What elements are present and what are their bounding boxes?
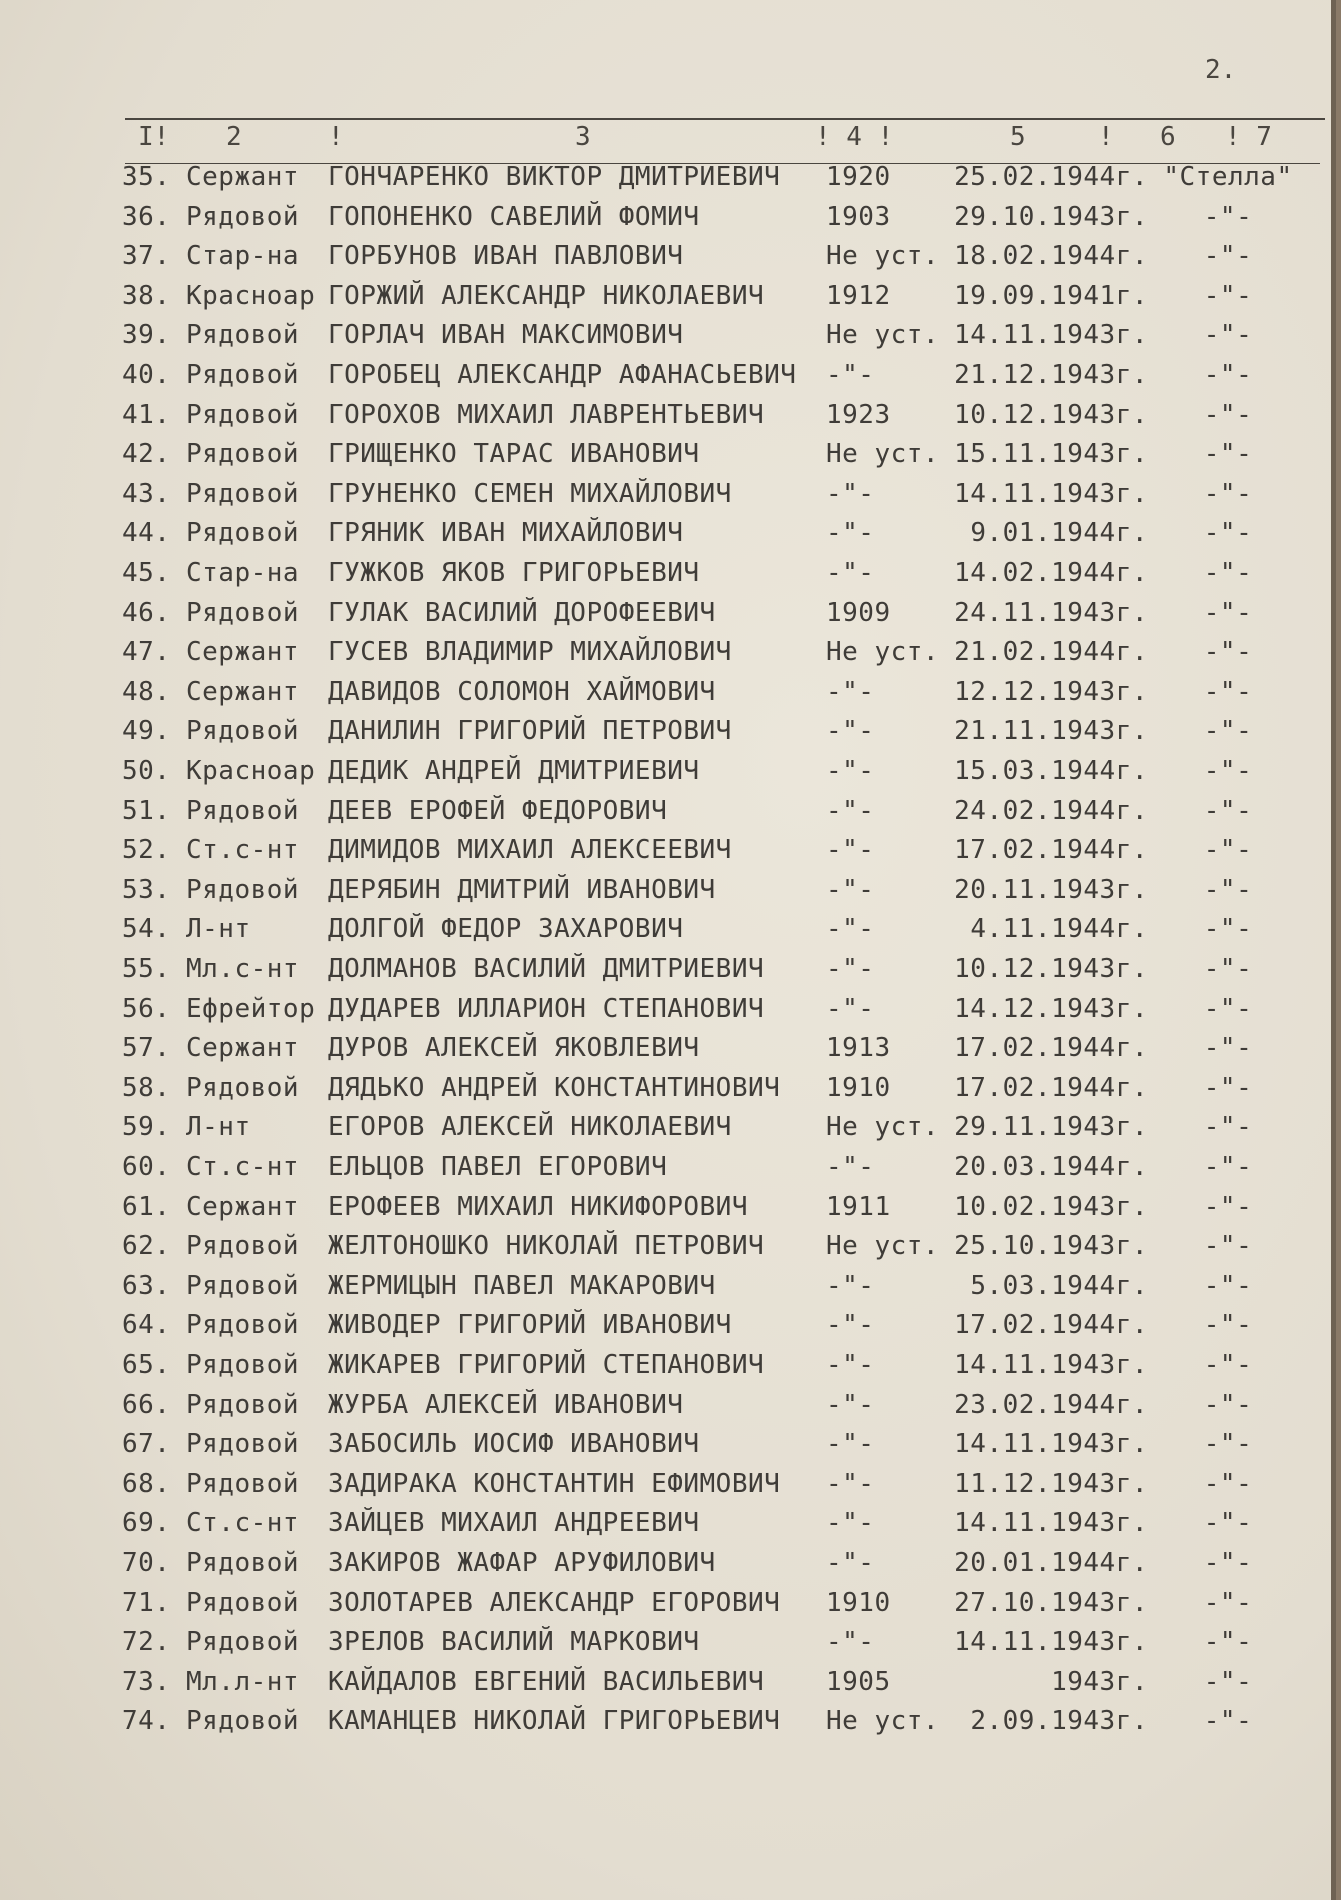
row-name: ЗАЙЦЕВ МИХАИЛ АНДРЕЕВИЧ <box>328 1508 700 1539</box>
row-name: ГУЖКОВ ЯКОВ ГРИГОРЬЕВИЧ <box>328 558 700 588</box>
row-date: 10.02.1943г. <box>954 1191 1148 1222</box>
row-date: 29.10.1943г. <box>954 201 1148 232</box>
row-name: ЖУРБА АЛЕКСЕЙ ИВАНОВИЧ <box>328 1389 684 1420</box>
table-row <box>0 633 1336 672</box>
row-name: ГОРОХОВ МИХАИЛ ЛАВРЕНТЬЕВИЧ <box>328 399 765 430</box>
row-birth-year: -"- <box>826 1152 875 1182</box>
row-rank: Рядовой <box>186 874 300 905</box>
column-header-1: I! <box>138 122 170 152</box>
column-header-4: ! 4 ! <box>815 122 894 152</box>
row-burial-place: -"- <box>1203 1627 1253 1658</box>
row-date: 10.12.1943г. <box>954 954 1148 984</box>
row-name: ЗОЛОТАРЕВ АЛЕКСАНДР ЕГОРОВИЧ <box>328 1587 781 1618</box>
table-row <box>0 1544 1336 1583</box>
row-date: 29.11.1943г. <box>954 1112 1148 1143</box>
row-name: ДУРОВ АЛЕКСЕЙ ЯКОВЛЕВИЧ <box>328 1033 700 1064</box>
table-row <box>0 435 1336 474</box>
row-number: 66. <box>122 1389 171 1420</box>
row-birth-year: -"- <box>826 360 875 390</box>
row-number: 48. <box>122 676 171 707</box>
row-number: 56. <box>122 993 171 1024</box>
column-header-7: ! 7 <box>1225 122 1272 152</box>
column-header-separator-2: ! <box>1098 122 1114 152</box>
row-name: ГРУНЕНКО СЕМЕН МИХАЙЛОВИЧ <box>328 478 732 509</box>
row-name: ГОПОНЕНКО САВЕЛИЙ ФОМИЧ <box>328 201 700 232</box>
row-burial-place: -"- <box>1203 756 1253 786</box>
row-birth-year: -"- <box>826 518 875 549</box>
row-rank: Рядовой <box>186 1072 300 1103</box>
row-burial-place: -"- <box>1203 1231 1253 1262</box>
table-row <box>0 1148 1336 1187</box>
row-name: ГУСЕВ ВЛАДИМИР МИХАЙЛОВИЧ <box>328 637 732 668</box>
row-birth-year: 1923 <box>826 399 891 430</box>
table-row <box>0 1069 1336 1108</box>
table-row <box>0 712 1336 751</box>
row-rank: Стар-на <box>186 558 300 588</box>
table-row <box>0 158 1336 197</box>
row-rank: Рядовой <box>186 1627 300 1658</box>
row-burial-place: -"- <box>1203 1706 1253 1737</box>
row-date: 20.11.1943г. <box>954 874 1148 905</box>
row-birth-year: Не уст. <box>826 1231 940 1262</box>
row-birth-year: -"- <box>826 716 875 747</box>
row-birth-year: -"- <box>826 478 875 509</box>
row-rank: Рядовой <box>186 1706 300 1737</box>
row-birth-year: 1909 <box>826 597 891 628</box>
row-burial-place: -"- <box>1203 360 1253 390</box>
row-name: ГОРБУНОВ ИВАН ПАВЛОВИЧ <box>328 241 684 272</box>
row-name: КАЙДАЛОВ ЕВГЕНИЙ ВАСИЛЬЕВИЧ <box>328 1666 765 1697</box>
row-burial-place: -"- <box>1203 320 1253 351</box>
row-date: 14.11.1943г. <box>954 1508 1148 1539</box>
row-burial-place: -"- <box>1203 1310 1253 1341</box>
row-birth-year: -"- <box>826 1429 875 1460</box>
row-number: 74. <box>122 1706 171 1737</box>
row-burial-place: -"- <box>1203 954 1253 984</box>
row-birth-year: -"- <box>826 558 875 588</box>
row-burial-place: -"- <box>1203 280 1253 311</box>
row-birth-year: -"- <box>826 795 875 826</box>
row-birth-year: -"- <box>826 1350 875 1380</box>
row-name: ДЯДЬКО АНДРЕЙ КОНСТАНТИНОВИЧ <box>328 1072 781 1103</box>
row-number: 67. <box>122 1429 171 1460</box>
row-name: ДУДАРЕВ ИЛЛАРИОН СТЕПАНОВИЧ <box>328 993 765 1024</box>
row-date: 17.02.1944г. <box>954 1033 1148 1064</box>
table-row <box>0 1306 1336 1345</box>
row-date: 17.02.1944г. <box>954 1072 1148 1103</box>
row-date: 14.12.1943г. <box>954 993 1148 1024</box>
row-name: ДОЛГОЙ ФЕДОР ЗАХАРОВИЧ <box>328 914 684 945</box>
table-row <box>0 1465 1336 1504</box>
row-name: ГОРОБЕЦ АЛЕКСАНДР АФАНАСЬЕВИЧ <box>328 360 797 390</box>
row-rank: Рядовой <box>186 1350 300 1380</box>
table-row <box>0 1425 1336 1464</box>
row-rank: Л-нт <box>186 914 251 945</box>
row-name: ЕГОРОВ АЛЕКСЕЙ НИКОЛАЕВИЧ <box>328 1112 732 1143</box>
row-burial-place: -"- <box>1203 1389 1253 1420</box>
row-number: 53. <box>122 874 171 905</box>
table-row <box>0 950 1336 989</box>
row-number: 70. <box>122 1548 171 1578</box>
row-name: ЖЕРМИЦЫН ПАВЕЛ МАКАРОВИЧ <box>328 1270 716 1301</box>
row-birth-year: 1920 <box>826 162 891 192</box>
row-birth-year: -"- <box>826 954 875 984</box>
row-birth-year: -"- <box>826 1627 875 1658</box>
row-number: 57. <box>122 1033 171 1064</box>
row-burial-place: -"- <box>1203 874 1253 905</box>
row-rank: Рядовой <box>186 201 300 232</box>
row-birth-year: -"- <box>826 756 875 786</box>
row-number: 62. <box>122 1231 171 1262</box>
row-rank: Стар-на <box>186 241 300 272</box>
row-rank: Красноар <box>186 756 316 786</box>
row-burial-place: -"- <box>1203 1270 1253 1301</box>
row-date: 21.11.1943г. <box>954 716 1148 747</box>
row-rank: Рядовой <box>186 1231 300 1262</box>
row-burial-place: -"- <box>1203 1429 1253 1460</box>
row-birth-year: Не уст. <box>826 637 940 668</box>
table-row <box>0 316 1336 355</box>
row-date: 20.01.1944г. <box>954 1548 1148 1578</box>
row-rank: Рядовой <box>186 1587 300 1618</box>
row-number: 55. <box>122 954 171 984</box>
row-number: 43. <box>122 478 171 509</box>
table-row <box>0 1504 1336 1543</box>
table-row <box>0 792 1336 831</box>
column-header-2: 2 <box>226 122 242 152</box>
column-header-5: 5 <box>1010 122 1026 152</box>
table-row <box>0 237 1336 276</box>
row-rank: Рядовой <box>186 1429 300 1460</box>
row-number: 60. <box>122 1152 171 1182</box>
row-number: 68. <box>122 1468 171 1499</box>
row-burial-place: -"- <box>1203 558 1253 588</box>
row-rank: Рядовой <box>186 360 300 390</box>
row-date: 25.10.1943г. <box>954 1231 1148 1262</box>
row-date: 21.12.1943г. <box>954 360 1148 390</box>
row-burial-place: -"- <box>1203 1587 1253 1618</box>
row-rank: Ефрейтор <box>186 993 316 1024</box>
row-date: 21.02.1944г. <box>954 637 1148 668</box>
row-number: 73. <box>122 1666 171 1697</box>
row-number: 40. <box>122 360 171 390</box>
table-row <box>0 1584 1336 1623</box>
row-name: ЗАБОСИЛЬ ИОСИФ ИВАНОВИЧ <box>328 1429 700 1460</box>
row-number: 41. <box>122 399 171 430</box>
row-name: ГОНЧАРЕНКО ВИКТОР ДМИТРИЕВИЧ <box>328 162 781 192</box>
row-rank: Красноар <box>186 280 316 311</box>
row-burial-place: -"- <box>1203 597 1253 628</box>
table-row <box>0 1346 1336 1385</box>
table-row <box>0 1108 1336 1147</box>
row-date: 25.02.1944г. <box>954 162 1148 192</box>
row-birth-year: -"- <box>826 993 875 1024</box>
row-date: 1943г. <box>1051 1666 1148 1697</box>
row-rank: Рядовой <box>186 716 300 747</box>
table-row <box>0 871 1336 910</box>
row-rank: Рядовой <box>186 1468 300 1499</box>
row-birth-year: -"- <box>826 676 875 707</box>
row-burial-place: -"- <box>1203 399 1253 430</box>
row-number: 38. <box>122 280 171 311</box>
table-row <box>0 1663 1336 1702</box>
row-number: 44. <box>122 518 171 549</box>
table-row <box>0 1188 1336 1227</box>
row-date: 4.11.1944г. <box>970 914 1148 945</box>
row-number: 52. <box>122 835 171 866</box>
row-burial-place: -"- <box>1203 1468 1253 1499</box>
row-rank: Рядовой <box>186 1548 300 1578</box>
row-burial-place: -"- <box>1203 795 1253 826</box>
row-number: 46. <box>122 597 171 628</box>
row-rank: Рядовой <box>186 1389 300 1420</box>
row-name: ЕЛЬЦОВ ПАВЕЛ ЕГОРОВИЧ <box>328 1152 668 1182</box>
table-row <box>0 752 1336 791</box>
row-number: 49. <box>122 716 171 747</box>
row-number: 54. <box>122 914 171 945</box>
row-number: 47. <box>122 637 171 668</box>
row-burial-place: -"- <box>1203 518 1253 549</box>
row-burial-place: -"- <box>1203 478 1253 509</box>
table-row <box>0 1267 1336 1306</box>
row-name: ЖЕЛТОНОШКО НИКОЛАЙ ПЕТРОВИЧ <box>328 1231 765 1262</box>
row-date: 17.02.1944г. <box>954 1310 1148 1341</box>
row-birth-year: -"- <box>826 1270 875 1301</box>
row-date: 11.12.1943г. <box>954 1468 1148 1499</box>
row-number: 36. <box>122 201 171 232</box>
row-birth-year: Не уст. <box>826 1706 940 1737</box>
row-rank: Ст.с-нт <box>186 1508 300 1539</box>
row-number: 65. <box>122 1350 171 1380</box>
row-number: 59. <box>122 1112 171 1143</box>
row-birth-year: Не уст. <box>826 1112 940 1143</box>
table-row <box>0 990 1336 1029</box>
row-date: 15.03.1944г. <box>954 756 1148 786</box>
row-name: ДОЛМАНОВ ВАСИЛИЙ ДМИТРИЕВИЧ <box>328 954 765 984</box>
row-rank: Ст.с-нт <box>186 1152 300 1182</box>
row-rank: Сержант <box>186 637 300 668</box>
row-burial-place: -"- <box>1203 1508 1253 1539</box>
row-burial-place: -"- <box>1203 835 1253 866</box>
row-name: ГОРЖИЙ АЛЕКСАНДР НИКОЛАЕВИЧ <box>328 280 765 311</box>
table-row <box>0 1702 1336 1741</box>
row-rank: Сержант <box>186 162 300 192</box>
row-birth-year: 1912 <box>826 280 891 311</box>
row-name: ГОРЛАЧ ИВАН МАКСИМОВИЧ <box>328 320 684 351</box>
row-date: 19.09.1941г. <box>954 280 1148 311</box>
row-burial-place: -"- <box>1203 716 1253 747</box>
row-burial-place: -"- <box>1203 637 1253 668</box>
row-burial-place: -"- <box>1203 1112 1253 1143</box>
row-name: ГРЯНИК ИВАН МИХАЙЛОВИЧ <box>328 518 684 549</box>
row-date: 23.02.1944г. <box>954 1389 1148 1420</box>
row-date: 24.02.1944г. <box>954 795 1148 826</box>
row-date: 14.11.1943г. <box>954 1350 1148 1380</box>
page-number: 2. <box>1205 55 1237 85</box>
table-row <box>0 396 1336 435</box>
row-number: 72. <box>122 1627 171 1658</box>
row-name: ЗАДИРАКА КОНСТАНТИН ЕФИМОВИЧ <box>328 1468 781 1499</box>
row-name: ЖИВОДЕР ГРИГОРИЙ ИВАНОВИЧ <box>328 1310 732 1341</box>
column-header-6: 6 <box>1160 122 1176 152</box>
row-birth-year: 1911 <box>826 1191 891 1222</box>
row-birth-year: -"- <box>826 1468 875 1499</box>
table-row <box>0 514 1336 553</box>
row-number: 37. <box>122 241 171 272</box>
row-birth-year: -"- <box>826 1389 875 1420</box>
row-burial-place: -"- <box>1203 1548 1253 1578</box>
row-birth-year: -"- <box>826 835 875 866</box>
row-birth-year: 1905 <box>826 1666 891 1697</box>
row-burial-place: -"- <box>1203 241 1253 272</box>
row-burial-place: -"- <box>1203 993 1253 1024</box>
row-burial-place: -"- <box>1203 1191 1253 1222</box>
row-name: ДЕДИК АНДРЕЙ ДМИТРИЕВИЧ <box>328 756 700 786</box>
row-name: ДИМИДОВ МИХАИЛ АЛЕКСЕЕВИЧ <box>328 835 732 866</box>
row-number: 71. <box>122 1587 171 1618</box>
column-header-separator: ! <box>328 122 344 152</box>
table-row <box>0 910 1336 949</box>
row-burial-place: "Стелла" <box>1163 162 1293 192</box>
row-name: ЗРЕЛОВ ВАСИЛИЙ МАРКОВИЧ <box>328 1627 700 1658</box>
row-birth-year: 1913 <box>826 1033 891 1064</box>
table-row <box>0 277 1336 316</box>
row-date: 17.02.1944г. <box>954 835 1148 866</box>
row-number: 63. <box>122 1270 171 1301</box>
row-date: 15.11.1943г. <box>954 439 1148 470</box>
row-number: 42. <box>122 439 171 470</box>
table-row <box>0 554 1336 593</box>
row-number: 64. <box>122 1310 171 1341</box>
row-name: ЖИКАРЕВ ГРИГОРИЙ СТЕПАНОВИЧ <box>328 1350 765 1380</box>
row-date: 9.01.1944г. <box>970 518 1148 549</box>
table-row <box>0 475 1336 514</box>
row-birth-year: -"- <box>826 1508 875 1539</box>
row-number: 69. <box>122 1508 171 1539</box>
column-header-3: 3 <box>575 122 591 152</box>
row-name: ГУЛАК ВАСИЛИЙ ДОРОФЕЕВИЧ <box>328 597 716 628</box>
row-birth-year: 1910 <box>826 1587 891 1618</box>
table-row <box>0 198 1336 237</box>
row-burial-place: -"- <box>1203 1350 1253 1380</box>
row-date: 20.03.1944г. <box>954 1152 1148 1182</box>
row-name: ЕРОФЕЕВ МИХАИЛ НИКИФОРОВИЧ <box>328 1191 748 1222</box>
row-rank: Рядовой <box>186 478 300 509</box>
row-date: 24.11.1943г. <box>954 597 1148 628</box>
row-date: 14.11.1943г. <box>954 1627 1148 1658</box>
header-top-rule <box>125 118 1325 120</box>
row-birth-year: -"- <box>826 874 875 905</box>
table-row <box>0 356 1336 395</box>
row-rank: Рядовой <box>186 795 300 826</box>
table-row <box>0 673 1336 712</box>
row-name: КАМАНЦЕВ НИКОЛАЙ ГРИГОРЬЕВИЧ <box>328 1706 781 1737</box>
row-number: 35. <box>122 162 171 192</box>
row-date: 5.03.1944г. <box>970 1270 1148 1301</box>
row-birth-year: 1903 <box>826 201 891 232</box>
row-burial-place: -"- <box>1203 439 1253 470</box>
row-number: 51. <box>122 795 171 826</box>
table-row <box>0 594 1336 633</box>
row-date: 12.12.1943г. <box>954 676 1148 707</box>
row-burial-place: -"- <box>1203 1072 1253 1103</box>
row-burial-place: -"- <box>1203 914 1253 945</box>
row-birth-year: Не уст. <box>826 439 940 470</box>
row-birth-year: -"- <box>826 1310 875 1341</box>
row-rank: Сержант <box>186 1191 300 1222</box>
table-row <box>0 1029 1336 1068</box>
row-name: ДАНИЛИН ГРИГОРИЙ ПЕТРОВИЧ <box>328 716 732 747</box>
table-row <box>0 831 1336 870</box>
row-date: 14.11.1943г. <box>954 1429 1148 1460</box>
row-rank: Рядовой <box>186 320 300 351</box>
row-birth-year: -"- <box>826 1548 875 1578</box>
row-date: 27.10.1943г. <box>954 1587 1148 1618</box>
row-rank: Рядовой <box>186 399 300 430</box>
row-rank: Сержант <box>186 1033 300 1064</box>
row-number: 39. <box>122 320 171 351</box>
row-number: 58. <box>122 1072 171 1103</box>
row-date: 2.09.1943г. <box>970 1706 1148 1737</box>
row-rank: Мл.л-нт <box>186 1666 300 1697</box>
row-rank: Рядовой <box>186 518 300 549</box>
row-rank: Л-нт <box>186 1112 251 1143</box>
row-date: 14.11.1943г. <box>954 320 1148 351</box>
row-number: 61. <box>122 1191 171 1222</box>
row-name: ДЕЕВ ЕРОФЕЙ ФЕДОРОВИЧ <box>328 795 668 826</box>
column-header-row <box>0 122 1336 158</box>
row-rank: Рядовой <box>186 597 300 628</box>
row-birth-year: Не уст. <box>826 241 940 272</box>
row-number: 50. <box>122 756 171 786</box>
row-date: 10.12.1943г. <box>954 399 1148 430</box>
row-name: ДАВИДОВ СОЛОМОН ХАЙМОВИЧ <box>328 676 716 707</box>
row-birth-year: -"- <box>826 914 875 945</box>
row-burial-place: -"- <box>1203 1152 1253 1182</box>
table-row <box>0 1386 1336 1425</box>
table-row <box>0 1623 1336 1662</box>
row-rank: Рядовой <box>186 439 300 470</box>
table-row <box>0 1227 1336 1266</box>
row-date: 14.02.1944г. <box>954 558 1148 588</box>
row-birth-year: 1910 <box>826 1072 891 1103</box>
row-burial-place: -"- <box>1203 1666 1253 1697</box>
row-burial-place: -"- <box>1203 201 1253 232</box>
row-date: 14.11.1943г. <box>954 478 1148 509</box>
row-name: ЗАКИРОВ ЖАФАР АРУФИЛОВИЧ <box>328 1548 716 1578</box>
row-rank: Сержант <box>186 676 300 707</box>
row-birth-year: Не уст. <box>826 320 940 351</box>
row-rank: Рядовой <box>186 1270 300 1301</box>
row-rank: Рядовой <box>186 1310 300 1341</box>
row-rank: Ст.с-нт <box>186 835 300 866</box>
row-burial-place: -"- <box>1203 676 1253 707</box>
row-number: 45. <box>122 558 171 588</box>
row-date: 18.02.1944г. <box>954 241 1148 272</box>
row-name: ДЕРЯБИН ДМИТРИЙ ИВАНОВИЧ <box>328 874 716 905</box>
row-name: ГРИЩЕНКО ТАРАС ИВАНОВИЧ <box>328 439 700 470</box>
row-burial-place: -"- <box>1203 1033 1253 1064</box>
row-rank: Мл.с-нт <box>186 954 300 984</box>
